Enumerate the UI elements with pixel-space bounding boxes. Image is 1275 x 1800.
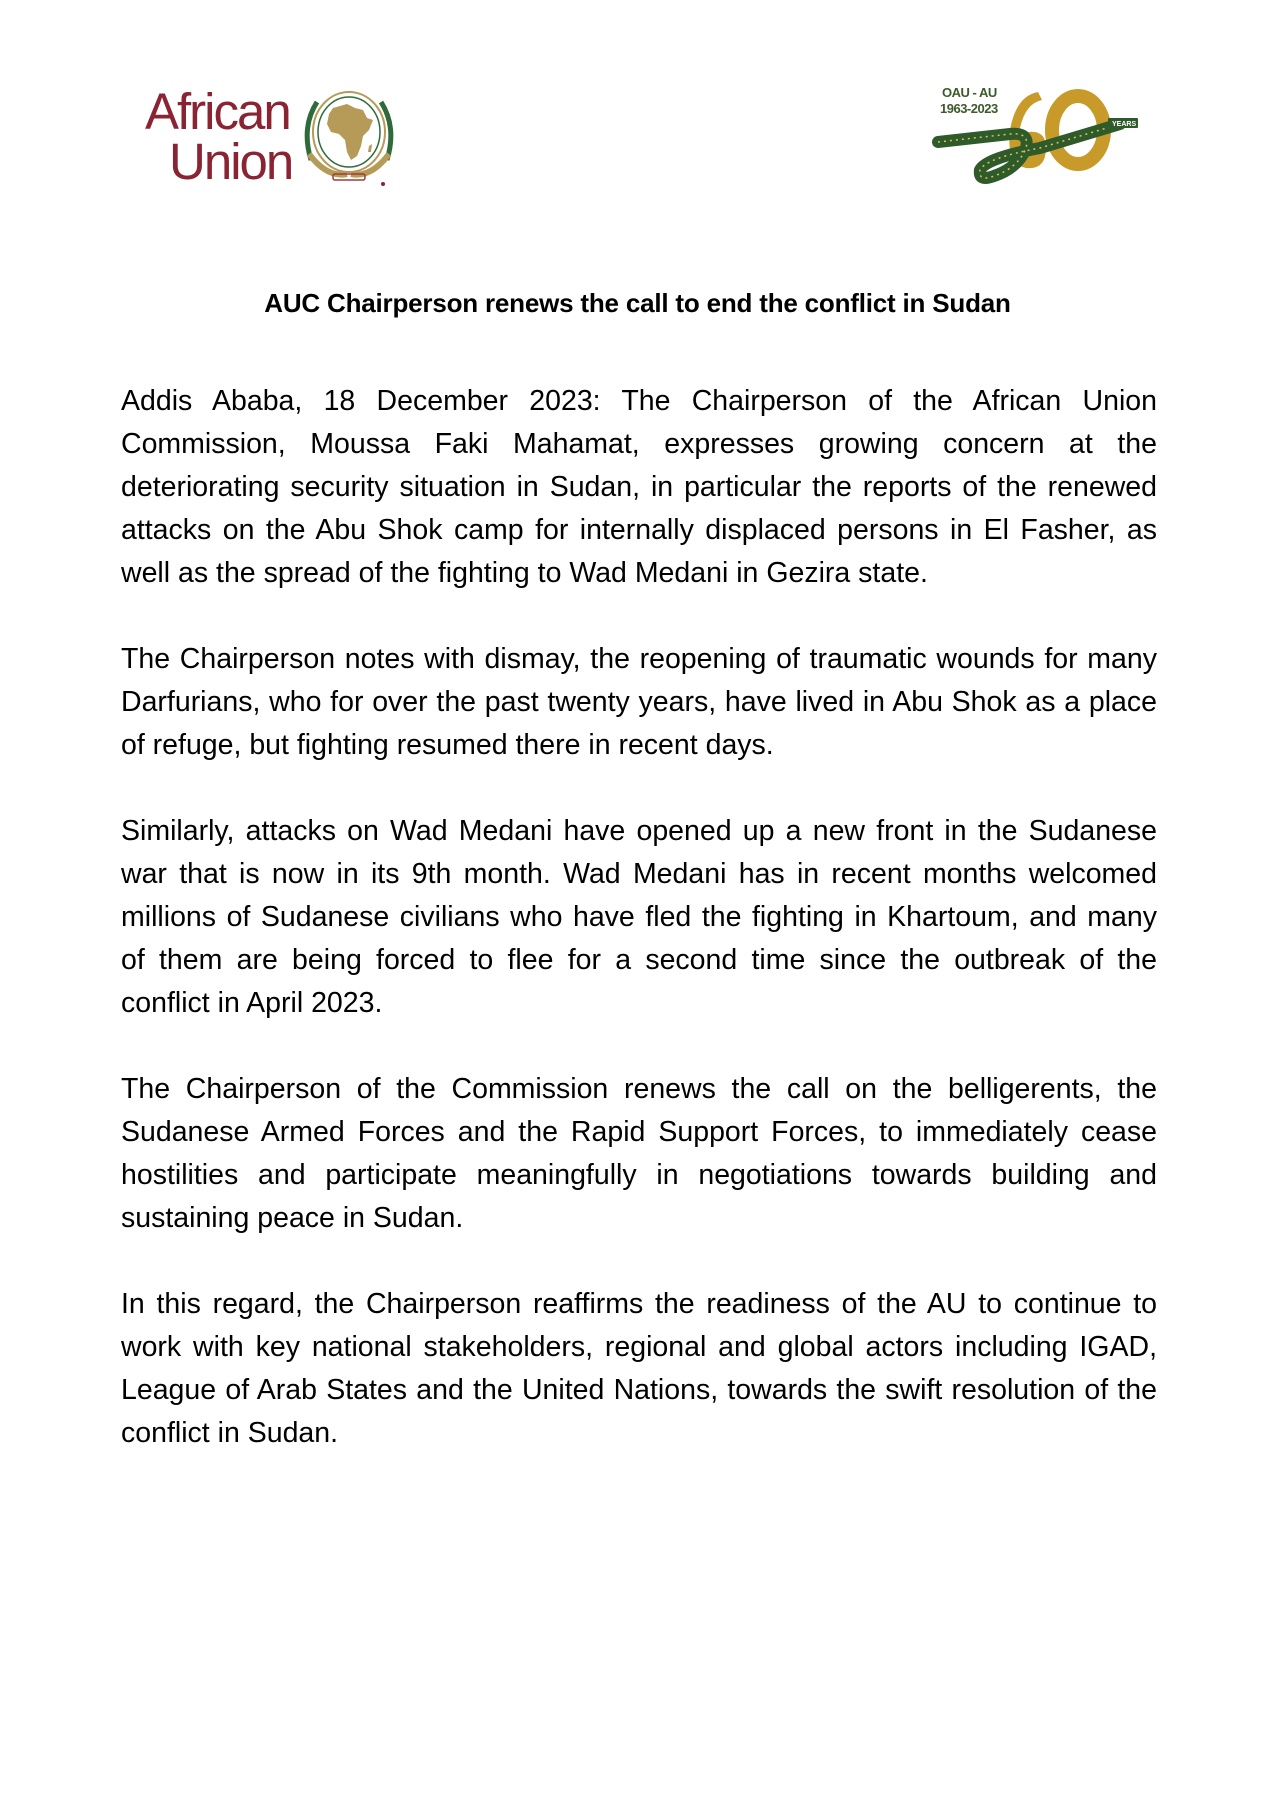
paragraph-1: Addis Ababa, 18 December 2023: The Chairperson of the African Union Commission, Moussa Faki Mahamat, expresses growing concern at the deteriorating security situation in Sudan, in particular the reports of the renewed attacks on the Abu Shok camp for internally displaced persons in El Fasher, as well as the spread of the fighting to Wad Medani in Gezira state. — [121, 385, 1157, 589]
paragraph-3: Similarly, attacks on Wad Medani have opened up a new front in the Sudanese war that is now in its 9th month. Wad Medani has in recent months welcomed millions of Sudanese civilians who have fled the fighting in Khartoum, and many of them are being forced to flee for a second time since the outbreak of the conflict in April 2023. — [121, 815, 1157, 1019]
au-emblem-icon — [297, 82, 401, 190]
african-union-logo — [145, 82, 405, 192]
years-label: YEARS — [1112, 121, 1137, 128]
paragraph-2: The Chairperson notes with dismay, the reopening of traumatic wounds for many Darfurians, who for over the past twenty years, have lived in Abu Shok as a place of refuge, but fighting resumed there in recent days. — [121, 643, 1157, 761]
paragraph-4: The Chairperson of the Commission renews the call on the belligerents, the Sudanese Armed Forces and the Rapid Support Forces, to immediately cease hostilities and participate meaningfully in negotiations towards building and sustaining peace in Sudan. — [121, 1073, 1157, 1234]
press-release-body — [121, 380, 1157, 1498]
paragraph-5: In this regard, the Chairperson reaffirms the readiness of the AU to continue to work with key national stakeholders, regional and global actors including IGAD, League of Arab States and the United Nations, towards the swift resolution of the conflict in Sudan. — [121, 1288, 1157, 1449]
page-title: AUC Chairperson renews the call to end the conflict in Sudan — [264, 288, 1011, 318]
anniversary-years-label: 1963-2023 — [940, 101, 998, 116]
oau-au-60-years-logo — [930, 78, 1150, 188]
au-logo-word-african: African — [145, 83, 290, 140]
au-logo-word-union: Union — [169, 133, 293, 190]
oau-au-label: OAU - AU — [942, 85, 997, 100]
